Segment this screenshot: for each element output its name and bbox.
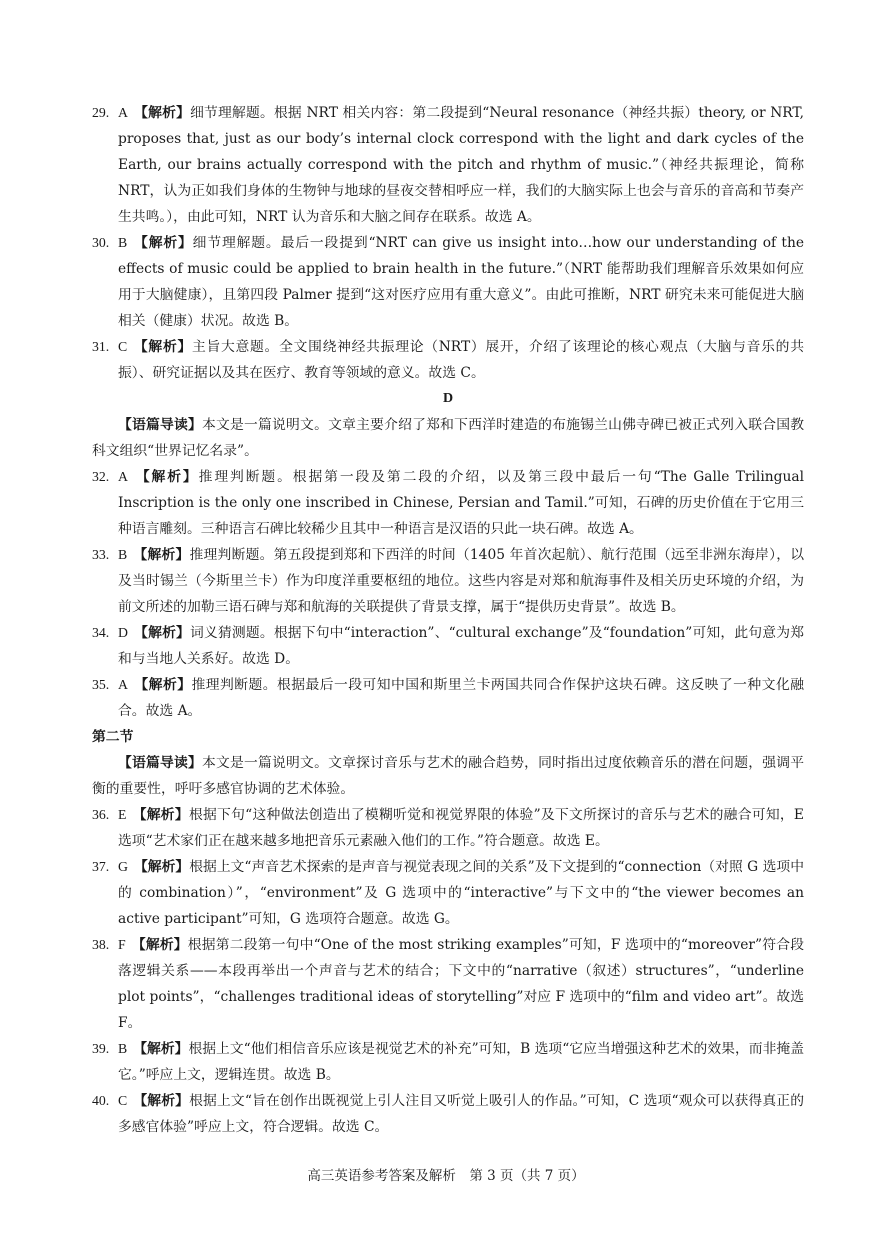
question-explanation: 推理判断题。根据第一段及第二段的介绍，以及第三段中最后一句“The Galle Trilingual Inscription is the only one inscribed in Chinese, Persian and Tamil.”可知，石碑的历史价值在于它用三种语言雕刻。三种语言石碑比较稀少且其中一种语言是汉语的只此一块石碑。故选 A。 [118,469,805,537]
question-answer: G [118,859,128,874]
section-two-heading: 第二节 [92,729,134,745]
intro-text: 本文是一篇说明文。文章探讨音乐与艺术的融合趋势，同时指出过度依赖音乐的潜在问题，强调平衡的重要性，呼吁多感官协调的艺术体验。 [92,755,805,797]
analysis-tag: 【解析】 [133,859,190,875]
question-40 [92,1088,804,1140]
question-31 [92,334,804,386]
question-explanation: 根据上文“声音艺术探索的是声音与视觉表现之间的关系”及下文提到的“connection（对照 G 选项中的 combination）”，“environment”及 G 选项中的“interactive”与下文中的“the viewer becomes an active participant”可知，G 选项符合题意。故选 G。 [118,859,805,927]
analysis-tag: 【解析】 [133,105,191,121]
question-explanation: 根据第二段第一句中“One of the most striking examples”可知，F 选项中的“moreover”符合段落逻辑关系——本段再举出一个声音与艺术的结合；下文中的“narrative（叙述）structures”，“underline plot points”，“challenges traditional ideas of storytelling”对应 F 选项中的“film and video art”。故选 F。 [118,937,804,1031]
intro-label: 【语篇导读】 [118,755,203,771]
analysis-tag: 【解析】 [133,625,191,641]
question-answer: C [118,1093,128,1108]
question-explanation: 根据下句“这种做法创造出了模糊听觉和视觉界限的体验”及下文所探讨的音乐与艺术的融合可知，E 选项“艺术家们正在越来越多地把音乐元素融入他们的工作。”符合题意。故选 E。 [118,807,805,849]
question-answer: B [118,235,128,250]
section-two-intro [92,750,804,802]
question-answer: C [118,339,128,354]
question-37 [92,854,804,932]
intro-text: 本文是一篇说明文。文章主要介绍了郑和下西洋时建造的布施锡兰山佛寺碑已被正式列入联合国教科文组织“世界记忆名录”。 [92,417,805,459]
question-answer: D [118,625,128,640]
question-number: 32. [92,469,110,484]
question-29 [92,100,804,230]
question-32 [92,464,804,542]
question-explanation: 推理判断题。根据最后一段可知中国和斯里兰卡两国共同合作保护这块石碑。这反映了一种文化融合。故选 A。 [118,677,804,719]
question-38 [92,932,804,1036]
question-number: 37. [92,859,110,874]
question-number: 33. [92,547,110,562]
question-39 [92,1036,804,1088]
analysis-tag: 【解析】 [133,339,192,355]
question-number: 38. [92,937,110,952]
question-explanation: 细节理解题。最后一段提到“NRT can give us insight into…how our understanding of the effects of music could be applied to brain health in the future.”（NRT 能帮助我们理解音乐效果如何应用于大脑健康），且第四段 Palmer 提到“这对医疗应用有重大意义”。由此可推断，NRT 研究未来可能促进大脑相关（健康）状况。故选 B。 [118,235,805,329]
analysis-tag: 【解析】 [133,677,192,693]
question-explanation: 细节理解题。根据 NRT 相关内容：第二段提到“Neural resonance（神经共振）theory, or NRT, proposes that, just as our body’s internal clock correspond with the light and dark cycles of the Earth, our brains actually correspond with the pitch and rhythm of music.”（神经共振理论，简称 NRT，认为正如我们身体的生物钟与地球的昼夜交替相呼应一样，我们的大脑实际上也会与音乐的音高和节奏产生共鸣。），由此可知，NRT 认为音乐和大脑之间存在联系。故选 A。 [118,105,804,225]
analysis-tag: 【解析】 [132,807,189,823]
question-explanation: 词义猜测题。根据下句中“interaction”、“cultural exchange”及“foundation”可知，此句意为郑和与当地人关系好。故选 D。 [118,625,804,667]
question-explanation: 主旨大意题。全文围绕神经共振理论（NRT）展开，介绍了该理论的核心观点（大脑与音乐的共振）、研究证据以及其在医疗、教育等领域的意义。故选 C。 [118,339,804,381]
question-answer: B [118,1041,128,1056]
question-answer: E [118,807,127,822]
question-answer: B [118,547,128,562]
question-33 [92,542,804,620]
question-number: 31. [92,339,110,354]
question-number: 39. [92,1041,110,1056]
analysis-tag: 【解析】 [133,1093,190,1109]
page-footer: 高三英语参考答案及解析 第 3 页（共 7 页） [307,1168,585,1184]
question-answer: A [118,469,128,484]
question-number: 40. [92,1093,110,1108]
question-number: 35. [92,677,110,692]
question-number: 34. [92,625,110,640]
question-30 [92,230,804,334]
section-d-intro [92,412,804,464]
analysis-tag: 【解析】 [133,469,199,485]
question-explanation: 推理判断题。第五段提到郑和下西洋的时间（1405 年首次起航）、航行范围（远至非洲东海岸），以及当时锡兰（今斯里兰卡）作为印度洋重要枢纽的地位。这些内容是对郑和航海事件及相关历史环境的介绍，为前文所述的加勒三语石碑与郑和航海的关联提供了背景支撑，属于“提供历史背景”。故选 B。 [118,547,805,615]
page-content [92,100,804,1140]
question-34 [92,620,804,672]
question-number: 29. [92,105,110,120]
analysis-tag: 【解析】 [131,937,188,953]
question-explanation: 根据上文“旨在创作出既视觉上引人注目又听觉上吸引人的作品。”可知，C 选项“观众可以获得真正的多感官体验”呼应上文，符合逻辑。故选 C。 [118,1093,805,1135]
section-d-heading: D [442,391,454,406]
question-number: 36. [92,807,110,822]
intro-label: 【语篇导读】 [118,417,203,433]
question-36 [92,802,804,854]
question-answer: A [118,677,128,692]
question-answer: A [118,105,128,120]
analysis-tag: 【解析】 [133,235,193,251]
analysis-tag: 【解析】 [133,547,190,563]
question-answer: F [118,937,126,952]
question-explanation: 根据上文“他们相信音乐应该是视觉艺术的补充”可知，B 选项“它应当增强这种艺术的效果，而非掩盖它。”呼应上文，逻辑连贯。故选 B。 [118,1041,804,1083]
analysis-tag: 【解析】 [133,1041,189,1057]
question-number: 30. [92,235,110,250]
question-35 [92,672,804,724]
